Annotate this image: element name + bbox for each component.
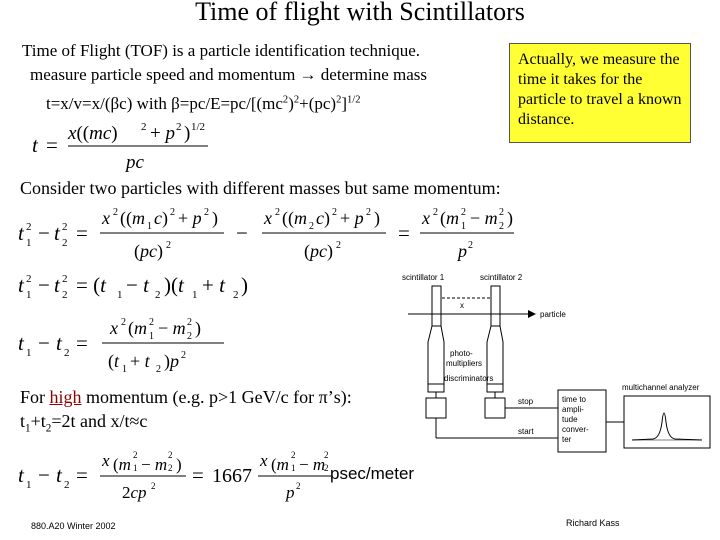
scintillator-2: [491, 286, 500, 326]
svg-text:−: −: [38, 221, 50, 245]
svg-text:(m: (m: [128, 318, 147, 338]
svg-text:2: 2: [170, 207, 175, 218]
svg-text:2: 2: [204, 207, 209, 218]
svg-text:+ t: + t: [202, 273, 225, 297]
svg-text:1: 1: [149, 331, 154, 342]
svg-text:−: −: [38, 331, 50, 355]
hl2: +t: [30, 411, 46, 431]
svg-text:t: t: [56, 331, 62, 355]
svg-text:2: 2: [121, 317, 126, 328]
svg-text:x: x: [110, 318, 118, 338]
discriminator-2: [485, 398, 505, 418]
tac-label: tude: [562, 415, 578, 424]
svg-text:2: 2: [62, 221, 68, 233]
svg-text:p: p: [286, 483, 295, 502]
footer-course: 880.A20 Winter 2002: [31, 521, 116, 531]
svg-text:2: 2: [461, 207, 466, 218]
svg-text:1: 1: [461, 221, 466, 232]
formula-part: +(pc): [299, 94, 337, 113]
intro-line-2: [30, 64, 427, 86]
svg-text:t: t: [54, 221, 60, 245]
photomultipliers-label-1: photo-: [450, 349, 473, 358]
svg-text:2: 2: [26, 273, 32, 285]
svg-text:2: 2: [499, 207, 504, 218]
callout-box: Actually, we measure the time it takes for the particle to travel a known distance.: [509, 43, 691, 143]
formula-sup: 2: [293, 94, 300, 106]
svg-text:2: 2: [433, 207, 438, 218]
tac-label: time to: [562, 395, 587, 404]
formula-part: t=x/v=x/(βc) with β=pc/E=pc/[(mc: [46, 94, 283, 113]
slide-title: Time of flight with Scintillators: [195, 0, 525, 26]
svg-text:c): c): [154, 208, 168, 228]
hl2: t: [20, 411, 26, 431]
tac-label: ampli-: [562, 405, 584, 414]
svg-text:2: 2: [324, 463, 329, 473]
intro-line-2-b: determine mass: [316, 65, 428, 84]
svg-text:): ): [184, 123, 191, 144]
tac-label: ter: [562, 435, 572, 444]
svg-text:2: 2: [499, 221, 504, 232]
svg-text:(m: (m: [440, 208, 459, 228]
svg-text:): ): [176, 455, 182, 474]
svg-text:2: 2: [291, 450, 296, 460]
svg-text:t: t: [32, 133, 38, 157]
svg-text:)(t: )(t: [164, 273, 184, 297]
intro-line-2-a: measure particle speed and momentum: [30, 65, 300, 84]
psec-unit: psec/meter: [330, 464, 415, 483]
start-label: start: [518, 427, 534, 436]
svg-text:t: t: [18, 331, 24, 355]
svg-text:(pc): (pc): [134, 241, 163, 261]
svg-text:2: 2: [187, 331, 192, 342]
high-momentum-line-2: [20, 410, 148, 435]
equation-approx: [14, 446, 334, 506]
svg-text:x: x: [102, 208, 110, 228]
svg-text:2: 2: [187, 317, 192, 328]
svg-text:1: 1: [147, 221, 152, 232]
svg-text:2: 2: [468, 240, 473, 251]
svg-text:((m: ((m: [282, 208, 307, 228]
svg-text:1: 1: [26, 347, 32, 359]
svg-text:2: 2: [62, 273, 68, 285]
svg-text:t: t: [54, 273, 60, 297]
high-momentum-text: [20, 386, 352, 408]
svg-text:): ): [374, 208, 380, 228]
svg-text:2: 2: [336, 240, 341, 251]
svg-text:+ p: + p: [150, 123, 175, 144]
svg-text:2: 2: [64, 347, 70, 359]
svg-text:1: 1: [26, 289, 32, 301]
svg-text:= (t: = (t: [76, 273, 106, 297]
mca-label: multichannel analyzer: [622, 383, 700, 392]
equation-factor: [14, 268, 254, 304]
svg-text:1: 1: [133, 463, 138, 473]
formula-sup: 1/2: [347, 94, 361, 106]
svg-text:2: 2: [155, 289, 161, 301]
high-pre: For: [20, 387, 50, 407]
svg-text:x: x: [260, 451, 268, 470]
svg-text:+ p: + p: [340, 208, 364, 228]
discriminator-1: [426, 398, 446, 418]
svg-text:t: t: [56, 463, 62, 487]
tac-label: conver-: [562, 425, 589, 434]
svg-text:(m: (m: [271, 455, 289, 474]
hl2: =2t and x/t≈c: [51, 411, 148, 431]
svg-text:pc: pc: [126, 152, 144, 173]
value-1667: 1667: [212, 465, 252, 487]
svg-text:2: 2: [151, 481, 156, 491]
scintillator-1-label: scintillator 1: [402, 273, 445, 282]
svg-text:((m: ((m: [120, 208, 145, 228]
equation-t: [28, 112, 228, 174]
distance-x-label: x: [460, 301, 464, 310]
svg-text:x: x: [422, 208, 430, 228]
svg-text:): ): [241, 273, 248, 297]
svg-text:x: x: [102, 451, 110, 470]
hl2-sub: 2: [45, 422, 52, 435]
footer-author: Richard Kass: [566, 518, 620, 528]
svg-text:− m: − m: [158, 318, 186, 338]
svg-text:− m: − m: [299, 455, 326, 474]
svg-text:)p: )p: [164, 351, 179, 371]
svg-text:2: 2: [366, 207, 371, 218]
svg-text:2: 2: [181, 350, 186, 361]
hl2-sub: 1: [25, 422, 31, 435]
svg-text:=: =: [192, 463, 204, 487]
svg-text:=: =: [46, 133, 58, 157]
svg-text:2: 2: [309, 221, 314, 232]
discriminators-label: discriminators: [444, 374, 494, 383]
svg-text:2: 2: [275, 207, 280, 218]
svg-text:1: 1: [26, 237, 32, 249]
svg-text:2: 2: [141, 121, 147, 133]
particle-label: particle: [540, 310, 566, 319]
svg-text:2: 2: [332, 207, 337, 218]
high-word: high: [49, 387, 82, 407]
svg-text:(t: (t: [108, 351, 120, 371]
svg-text:−: −: [236, 221, 248, 245]
svg-text:1: 1: [26, 479, 32, 491]
consider-text: Consider two particles with different masses but same momentum:: [20, 178, 501, 198]
svg-text:): ): [195, 318, 201, 338]
svg-text:2: 2: [176, 121, 182, 133]
svg-text:2: 2: [26, 221, 32, 233]
tof-apparatus-diagram: [398, 272, 716, 504]
scintillator-1: [432, 286, 441, 326]
svg-text:2: 2: [64, 479, 70, 491]
svg-text:2: 2: [113, 207, 118, 218]
equation-time-difference: [14, 310, 234, 376]
svg-text:2: 2: [156, 364, 161, 375]
svg-text:=: =: [76, 331, 88, 355]
svg-text:=: =: [398, 221, 410, 245]
right-arrow-icon: →: [299, 65, 317, 84]
scintillator-2-label: scintillator 2: [480, 273, 523, 282]
svg-text:− m: − m: [141, 455, 168, 474]
formula-part: ]: [341, 94, 348, 113]
svg-text:2: 2: [233, 289, 239, 301]
intro-line-1: Time of Flight (TOF) is a particle identification technique.: [22, 41, 421, 60]
svg-text:t: t: [18, 463, 24, 487]
formula-part: ): [288, 94, 294, 113]
svg-text:t: t: [18, 273, 24, 297]
svg-text:(m: (m: [113, 455, 131, 474]
svg-text:x: x: [264, 208, 272, 228]
stop-label: stop: [518, 397, 534, 406]
photomultipliers-label-2: multipliers: [446, 359, 483, 368]
svg-text:+ p: + p: [178, 208, 202, 228]
svg-text:t: t: [18, 221, 24, 245]
svg-text:): ): [507, 208, 513, 228]
svg-text:2: 2: [62, 289, 68, 301]
svg-text:1: 1: [192, 289, 198, 301]
svg-text:2: 2: [296, 481, 301, 491]
svg-text:2: 2: [166, 240, 171, 251]
formula-sup: 2: [282, 94, 289, 106]
svg-text:−: −: [38, 273, 50, 297]
svg-text:2: 2: [168, 450, 173, 460]
svg-text:=: =: [76, 221, 88, 245]
svg-text:1/2: 1/2: [191, 121, 206, 133]
svg-text:x((mc): x((mc): [68, 123, 118, 144]
arrow-icon: [528, 310, 536, 318]
svg-text:=: =: [76, 463, 88, 487]
svg-text:− t: − t: [126, 273, 149, 297]
svg-text:(pc): (pc): [304, 241, 333, 261]
svg-text:1: 1: [291, 463, 296, 473]
svg-text:): ): [212, 208, 218, 228]
equation-t-squared-difference: [14, 200, 514, 266]
svg-text:c): c): [316, 208, 330, 228]
svg-text:1: 1: [117, 289, 123, 301]
svg-text:−: −: [38, 463, 50, 487]
svg-text:2: 2: [168, 463, 173, 473]
high-post: momentum (e.g. p>1 GeV/c for π’s):: [81, 387, 352, 407]
svg-text:2: 2: [149, 317, 154, 328]
svg-text:2: 2: [62, 237, 68, 249]
svg-text:2: 2: [324, 450, 329, 460]
formula-sup: 2: [336, 94, 342, 106]
svg-text:1: 1: [122, 364, 127, 375]
svg-text:p: p: [458, 241, 467, 261]
svg-text:− m: − m: [470, 208, 498, 228]
svg-text:+ t: + t: [130, 351, 150, 371]
svg-text:2: 2: [133, 450, 138, 460]
svg-text:2cp: 2cp: [122, 483, 147, 502]
